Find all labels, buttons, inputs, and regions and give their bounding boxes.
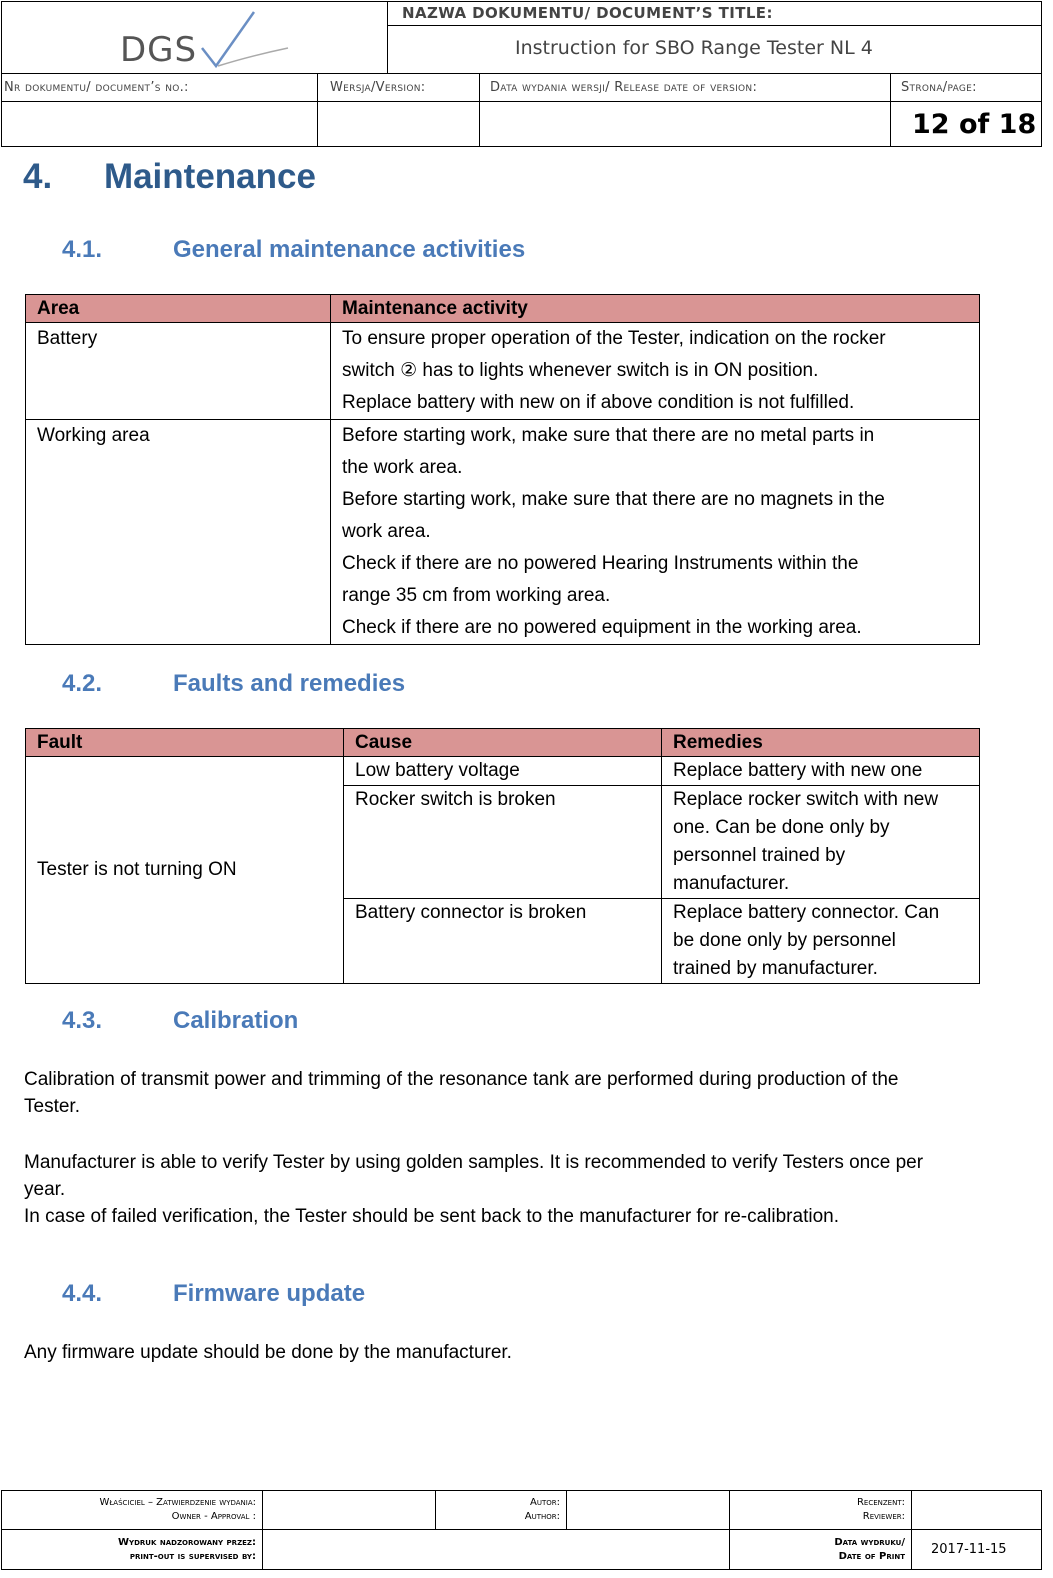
paragraph-line: In case of failed verification, the Tester should be sent back to the manufacturer for re-calibration. <box>24 1206 839 1227</box>
table-row <box>26 757 980 786</box>
paragraph-line: Calibration of transmit power and trimming of the resonance tank are performed during production of the <box>24 1069 899 1090</box>
page-number: 12 of 18 <box>912 109 1037 140</box>
section-heading <box>23 157 316 197</box>
print-supervisor-label <box>118 1536 256 1564</box>
owner-label-en: Owner - Approval : <box>171 1511 256 1522</box>
author-label-pl: Autor: <box>530 1497 560 1508</box>
print-date-label-en: Date of Print <box>838 1551 905 1562</box>
reviewer-value-cell <box>911 1490 1042 1530</box>
subsection-number: 4.4. <box>62 1280 103 1307</box>
reviewer-label-en: Reviewer: <box>862 1511 905 1522</box>
owner-label-pl: Właściciel – Zatwierdzenie wydania: <box>99 1497 256 1508</box>
activity-line: Before starting work, make sure that there are no metal parts in <box>342 425 875 446</box>
activity-line: Replace battery with new on if above condition is not fulfilled. <box>342 392 855 413</box>
version-label: Wersja/Version: <box>330 80 426 95</box>
remedy-cell <box>662 786 980 899</box>
activity-line: Check if there are no powered Hearing Instruments within the <box>342 553 859 574</box>
print-supervisor-value-cell <box>262 1529 730 1570</box>
activity-line: range 35 cm from working area. <box>342 585 611 606</box>
author-label-cell <box>435 1490 567 1530</box>
area-cell: Battery <box>26 323 331 420</box>
page-label-cell <box>890 73 1042 102</box>
paragraph-line: Manufacturer is able to verify Tester by using golden samples. It is recommended to verify Testers once per <box>24 1152 924 1173</box>
owner-label <box>99 1496 256 1524</box>
release-value-cell <box>479 101 891 147</box>
column-header-remedies: Remedies <box>662 729 980 757</box>
company-logo: DGS <box>120 30 198 70</box>
subsection-number: 4.2. <box>62 670 103 697</box>
doc-no-label-cell <box>1 73 318 102</box>
remedy-line: trained by manufacturer. <box>673 958 878 979</box>
activity-line: the work area. <box>342 457 463 478</box>
remedy-cell <box>662 899 980 984</box>
version-label-cell <box>317 73 480 102</box>
print-supervisor-label-cell <box>1 1529 263 1570</box>
version-value-cell <box>317 101 480 147</box>
cause-cell: Battery connector is broken <box>344 899 662 984</box>
calibration-paragraph-1 <box>24 1066 898 1120</box>
table-row <box>26 420 980 645</box>
remedy-line: be done only by personnel <box>673 930 896 951</box>
subsection-title: Firmware update <box>173 1280 366 1307</box>
activity-line: switch ② has to lights whenever switch is in ON position. <box>342 360 819 381</box>
column-header-area: Area <box>26 295 331 323</box>
maintenance-table <box>25 294 980 645</box>
remedy-line: Replace battery connector. Can <box>673 902 940 923</box>
subsection-4-1-heading <box>62 236 526 264</box>
title-label-cell <box>387 1 1042 26</box>
owner-value-cell <box>262 1490 436 1530</box>
owner-label-cell <box>1 1490 263 1530</box>
document-title: Instruction for SBO Range Tester NL 4 <box>515 37 873 59</box>
column-header-cause: Cause <box>344 729 662 757</box>
table-header-row <box>26 729 980 757</box>
title-label: NAZWA DOKUMENTU/ DOCUMENT’S TITLE: <box>402 4 773 22</box>
author-value-cell <box>566 1490 730 1530</box>
subsection-title: General maintenance activities <box>173 236 526 263</box>
section-number: 4. <box>23 157 53 196</box>
activity-line: Check if there are no powered equipment in the working area. <box>342 617 862 638</box>
logo-cell <box>1 1 388 74</box>
faults-table <box>25 728 980 984</box>
fault-cell: Tester is not turning ON <box>26 757 344 984</box>
subsection-number: 4.3. <box>62 1007 103 1034</box>
firmware-paragraph: Any firmware update should be done by the manufacturer. <box>24 1342 512 1363</box>
doc-no-label: Nr dokumentu/ document’s no.: <box>4 80 189 95</box>
section-title: Maintenance <box>103 157 316 196</box>
title-value-cell <box>387 25 1042 74</box>
print-date-value-cell <box>911 1529 1042 1570</box>
subsection-4-2-heading <box>62 670 406 698</box>
activity-cell <box>331 323 980 420</box>
remedy-cell <box>662 757 980 786</box>
remedy-line: Replace battery with new one <box>673 760 923 781</box>
subsection-title: Faults and remedies <box>173 670 406 697</box>
calibration-paragraph-2 <box>24 1149 923 1230</box>
print-date-label-cell <box>729 1529 912 1570</box>
table-header-row <box>26 295 980 323</box>
subsection-4-3-heading <box>62 1007 299 1035</box>
remedy-line: manufacturer. <box>673 873 790 894</box>
release-date-label: Data wydania wersji/ Release date of version: <box>490 80 758 95</box>
print-date-value: 2017-11-15 <box>931 1542 1007 1557</box>
print-date-label <box>834 1536 905 1564</box>
print-supervisor-label-pl: Wydruk nadzorowany przez: <box>117 1537 256 1548</box>
column-header-fault: Fault <box>26 729 344 757</box>
activity-line: Before starting work, make sure that there are no magnets in the <box>342 489 885 510</box>
author-label <box>525 1496 560 1524</box>
author-label-en: Author: <box>524 1511 560 1522</box>
remedy-line: Replace rocker switch with new <box>673 789 939 810</box>
document-header <box>1 1 1042 147</box>
activity-line: work area. <box>342 521 431 542</box>
print-date-label-pl: Data wydruku/ <box>834 1537 905 1548</box>
reviewer-label <box>857 1496 905 1524</box>
paragraph-line: year. <box>24 1179 66 1200</box>
area-cell: Working area <box>26 420 331 645</box>
column-header-activity: Maintenance activity <box>331 295 980 323</box>
release-label-cell <box>479 73 891 102</box>
page-label: Strona/page: <box>901 80 977 95</box>
cause-cell: Low battery voltage <box>344 757 662 786</box>
table-row <box>26 323 980 420</box>
checkmark-logo-icon <box>200 10 292 70</box>
reviewer-label-pl: Recenzent: <box>856 1497 905 1508</box>
doc-no-value-cell <box>1 101 318 147</box>
subsection-number: 4.1. <box>62 236 103 263</box>
remedy-line: personnel trained by <box>673 845 846 866</box>
paragraph-line: Tester. <box>24 1096 80 1117</box>
subsection-4-4-heading <box>62 1280 366 1308</box>
document-footer <box>1 1490 1042 1570</box>
page-value-cell <box>890 101 1042 147</box>
activity-line: To ensure proper operation of the Tester, indication on the rocker <box>342 328 886 349</box>
print-supervisor-label-en: print-out is supervised by: <box>129 1551 256 1562</box>
cause-cell: Rocker switch is broken <box>344 786 662 899</box>
activity-cell <box>331 420 980 645</box>
subsection-title: Calibration <box>173 1007 299 1034</box>
reviewer-label-cell <box>729 1490 912 1530</box>
remedy-line: one. Can be done only by <box>673 817 890 838</box>
